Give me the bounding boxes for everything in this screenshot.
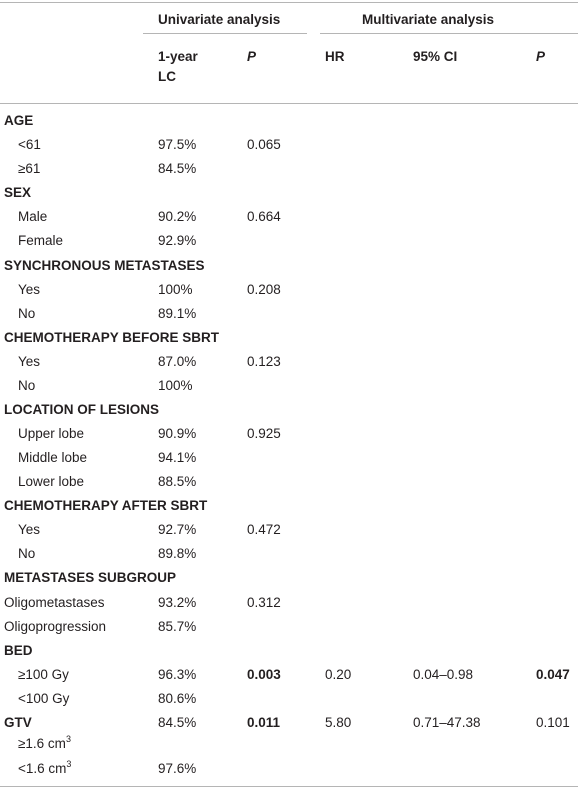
row-p: 0.123: [247, 354, 281, 369]
row-lc: 97.5%: [158, 137, 197, 152]
header-subrule-univariate: [143, 33, 307, 34]
row-lc: 90.2%: [158, 209, 197, 224]
row-p: 0.011: [247, 715, 281, 730]
row-label: No: [18, 546, 36, 561]
row-lc: 87.0%: [158, 354, 197, 369]
row-lc: 92.9%: [158, 233, 197, 248]
section-gtv: GTV: [4, 715, 32, 730]
row-label: Female: [18, 233, 64, 248]
header-ci: 95% CI: [413, 49, 458, 64]
row-label: No: [18, 378, 36, 393]
row-label: <1.6 $cm^3$: [18, 758, 72, 776]
row-label: Male: [18, 209, 48, 224]
row-p: 0.208: [247, 282, 281, 297]
section-sex: SEX: [4, 185, 32, 200]
header-lc-line2: LC: [158, 69, 176, 84]
header-univariate: Univariate analysis: [158, 12, 281, 27]
row-lc: 88.5%: [158, 474, 197, 489]
row-ci: 0.04–0.98: [413, 667, 474, 682]
section-age: AGE: [4, 113, 34, 128]
row-lc: 89.1%: [158, 306, 197, 321]
row-ci: 0.71–47.38: [413, 715, 481, 730]
row-p-multivariate: 0.101: [536, 715, 570, 730]
header-p-multivariate: P: [536, 49, 546, 64]
row-hr: 0.20: [325, 667, 352, 682]
row-lc: 84.5%: [158, 161, 197, 176]
section-synchronous-metastases: SYNCHRONOUS METASTASES: [4, 258, 205, 273]
header-subrule-multivariate: [320, 33, 578, 34]
header-bottom-rule: [0, 103, 578, 104]
section-location: LOCATION OF LESIONS: [4, 402, 159, 417]
row-label: Oligoprogression: [4, 619, 107, 634]
row-p-multivariate: 0.047: [536, 667, 570, 682]
row-hr: 5.80: [325, 715, 352, 730]
row-label: No: [18, 306, 36, 321]
row-lc: 100%: [158, 378, 193, 393]
row-lc: 93.2%: [158, 595, 197, 610]
row-label: Lower lobe: [18, 474, 85, 489]
row-label: Yes: [18, 354, 41, 369]
row-p: 0.664: [247, 209, 281, 224]
row-lc: 89.8%: [158, 546, 197, 561]
row-label: <61: [18, 137, 41, 152]
section-chemotherapy-before: CHEMOTHERAPY BEFORE SBRT: [4, 330, 220, 345]
row-lc: 97.6%: [158, 761, 197, 776]
row-label: Middle lobe: [18, 450, 88, 465]
header-lc-line1: 1-year: [158, 49, 198, 64]
row-p: 0.312: [247, 595, 281, 610]
header-p-univariate: P: [247, 49, 257, 64]
row-lc: 84.5%: [158, 715, 197, 730]
row-label: ≥100 Gy: [18, 667, 69, 682]
bottom-rule: [0, 786, 578, 787]
row-lc: 85.7%: [158, 619, 197, 634]
row-label: Yes: [18, 522, 41, 537]
row-lc: 92.7%: [158, 522, 197, 537]
header-multivariate: Multivariate analysis: [362, 12, 495, 27]
row-label: Oligometastases: [4, 595, 105, 610]
row-label: <100 Gy: [18, 691, 70, 706]
top-rule: [0, 2, 578, 3]
header-hr: HR: [325, 49, 345, 64]
row-label: Yes: [18, 282, 41, 297]
section-chemotherapy-after: CHEMOTHERAPY AFTER SBRT: [4, 498, 208, 513]
row-lc: 96.3%: [158, 667, 197, 682]
section-metastases-subgroup: METASTASES SUBGROUP: [4, 570, 177, 585]
row-lc: 94.1%: [158, 450, 197, 465]
row-lc: 100%: [158, 282, 193, 297]
row-lc: 80.6%: [158, 691, 197, 706]
row-p: 0.472: [247, 522, 281, 537]
row-label: ≥1.6 $cm^3$: [18, 733, 71, 751]
row-p: 0.003: [247, 667, 281, 682]
section-bed: BED: [4, 643, 33, 658]
row-label: ≥61: [18, 161, 41, 176]
row-p: 0.925: [247, 426, 281, 441]
row-label: Upper lobe: [18, 426, 85, 441]
row-lc: 90.9%: [158, 426, 197, 441]
row-p: 0.065: [247, 137, 281, 152]
